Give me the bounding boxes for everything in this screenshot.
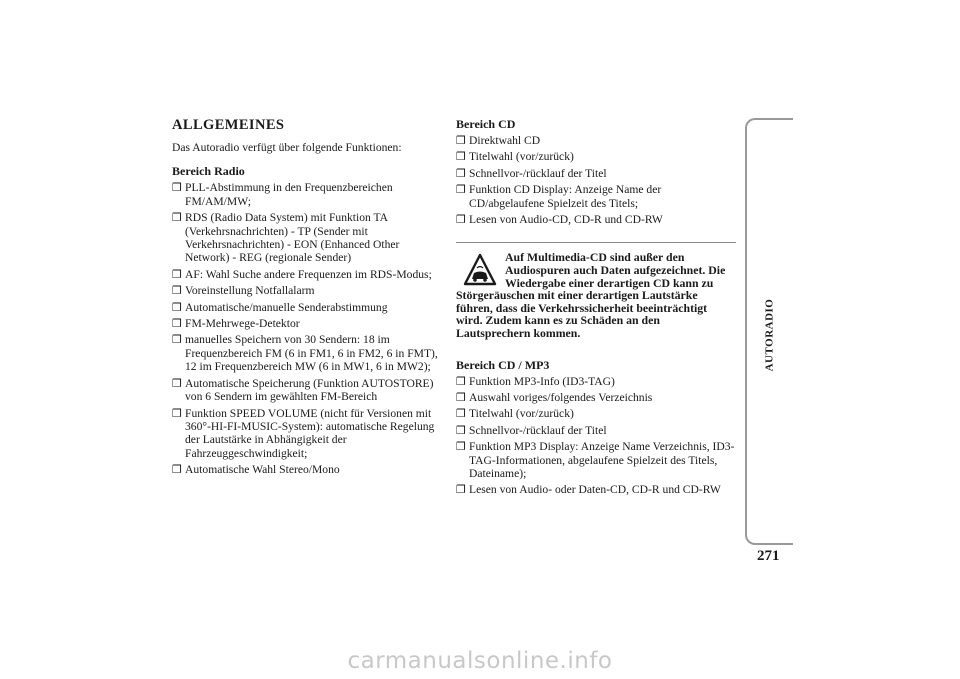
list-item: ❒ FM-Mehrwege-Detektor — [172, 317, 444, 330]
chapter-side-tab — [745, 118, 793, 545]
list-item: ❒ AF: Wahl Suche andere Frequenzen im RDS-Modus; — [172, 268, 444, 281]
left-column — [172, 117, 444, 480]
mp3-feature-list — [456, 375, 736, 497]
list-item: ❒ Schnellvor-/rücklauf der Titel — [456, 167, 736, 180]
list-item: ❒ Auswahl voriges/folgendes Verzeichnis — [456, 391, 736, 404]
list-item: ❒ Direktwahl CD — [456, 134, 736, 147]
list-item: ❒ Lesen von Audio- oder Daten-CD, CD-R und CD-RW — [456, 483, 736, 496]
list-item: ❒ Titelwahl (vor/zurück) — [456, 150, 736, 163]
list-item: ❒ Automatische Wahl Stereo/Mono — [172, 463, 444, 476]
cd-feature-list — [456, 134, 736, 226]
list-item: ❒ Funktion MP3-Info (ID3-TAG) — [456, 375, 736, 388]
warning-box — [456, 242, 736, 339]
cd-section-title: Bereich CD — [456, 117, 516, 131]
watermark: carmanualsonline.info — [347, 648, 613, 674]
list-item: ❒ RDS (Radio Data System) mit Funktion TA (Verkehrsnachrichten) - TP (Sender mit Verkehrsnachrichten) - EON (Enhanced Other Network) - REG (regionale Sender) — [172, 211, 444, 265]
section-heading: ALLGEMEINES — [172, 117, 285, 133]
right-column — [456, 117, 736, 500]
list-item: ❒ Voreinstellung Notfallalarm — [172, 284, 444, 297]
list-item: ❒ Funktion MP3 Display: Anzeige Name Verzeichnis, ID3-TAG-Informationen, abgelaufene Spielzeit des Titels, Dateiname); — [456, 440, 736, 480]
radio-feature-list — [172, 181, 444, 476]
list-item: ❒ PLL-Abstimmung in den Frequenzbereichen FM/AM/MW; — [172, 181, 444, 208]
list-item: ❒ Schnellvor-/rücklauf der Titel — [456, 424, 736, 437]
list-item: ❒ Automatische Speicherung (Funktion AUTOSTORE) von 6 Sendern im gewählten FM-Bereich — [172, 377, 444, 404]
list-item: ❒ Titelwahl (vor/zurück) — [456, 407, 736, 420]
warning-triangle-icon — [463, 253, 497, 287]
list-item: ❒ Funktion SPEED VOLUME (nicht für Versionen mit 360°-HI-FI-MUSIC-System): automatische Regelung der Lautstärke in Abhängigkeit der Fahrzeuggeschwindigkeit; — [172, 407, 444, 461]
page-number: 271 — [757, 548, 780, 564]
list-item: ❒ Automatische/manuelle Senderabstimmung — [172, 301, 444, 314]
list-item: ❒ manuelles Speichern von 30 Sendern: 18 im Frequenzbereich FM (6 in FM1, 6 in FM2, 6 in FMT), 12 im Frequenzbereich MW (6 in MW1, 6 in MW2); — [172, 333, 444, 373]
chapter-tab-label: AUTORADIO — [763, 298, 776, 372]
chapter-tab-label-wrap — [761, 285, 777, 385]
mp3-section-title: Bereich CD / MP3 — [456, 357, 550, 372]
intro-text: Das Autoradio verfügt über folgende Funktionen: — [172, 141, 402, 154]
list-item: ❒ Lesen von Audio-CD, CD-R und CD-RW — [456, 213, 736, 226]
radio-section-title: Bereich Radio — [172, 164, 245, 179]
list-item: ❒ Funktion CD Display: Anzeige Name der CD/abgelaufene Spielzeit des Titels; — [456, 183, 736, 210]
warning-text: Auf Multimedia-CD sind außer den Audiospuren auch Daten aufgezeichnet. Die Wiedergabe einer derartigen CD kann zu Störgeräuschen mit einer derartigen Lautstärke führen, dass die Verkehrssicherheit beeinträchtigt wird. Zudem kann es zu Schäden an den Lautsprechern kommen. — [456, 250, 726, 340]
